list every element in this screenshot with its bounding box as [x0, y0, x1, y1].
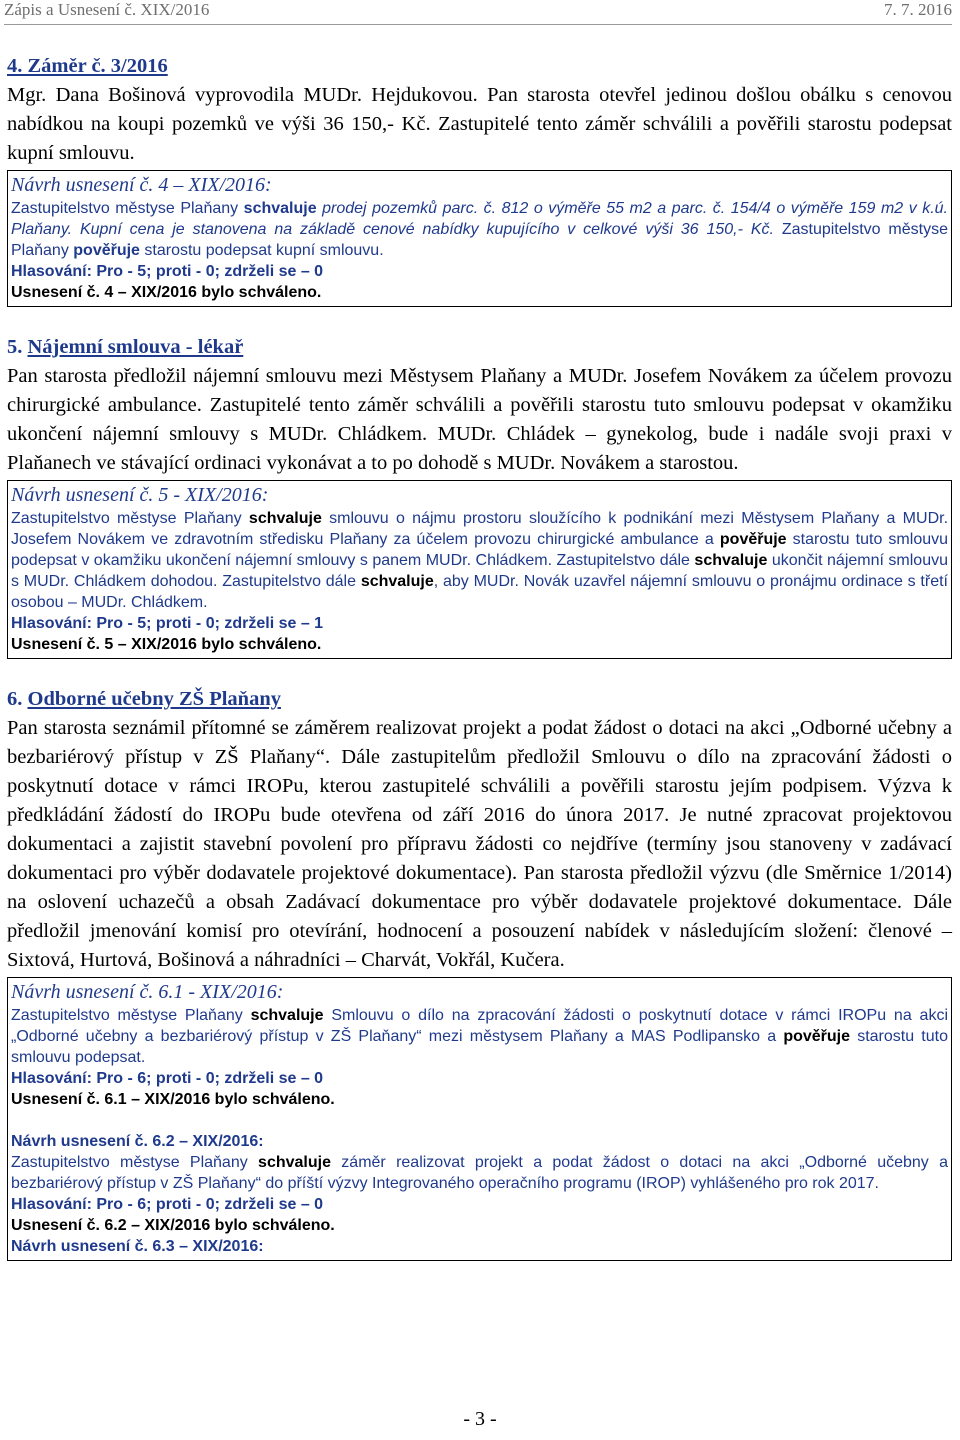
section-5-number: 5. [7, 336, 28, 358]
resolution-4-t1: Zastupitelstvo městyse Plaňany [11, 200, 244, 217]
resolution-6-1-b1d: pověřuje [783, 1028, 850, 1045]
resolution-5-a1b: schvaluje [248, 510, 322, 527]
section-6 [7, 685, 952, 1261]
resolution-5-title: Návrh usnesení č. 5 - XIX/2016: [11, 484, 269, 506]
resolution-4-vote: Hlasování: Pro - 5; proti - 0; zdrželi se – 0 [11, 263, 324, 280]
resolution-6-2-vote: Hlasování: Pro - 6; proti - 0; zdrželi se – 0 [11, 1196, 324, 1213]
section-5-title: Nájemní smlouva - lékař [27, 336, 244, 358]
resolution-6-2-c1b: schvaluje [258, 1154, 331, 1171]
resolution-4-t1c: prodej pozemků parc. č. 812 o výměře 55 m2 a parc. č. 154/4 o výměře 159 m2 v k.ú. Plaňany. [11, 200, 949, 238]
resolution-5-a1h: schvaluje [360, 573, 434, 590]
resolution-4-t1b: schvaluje [243, 200, 317, 217]
resolution-6-1-result: Usnesení č. 6.1 – XIX/2016 bylo schváleno. [11, 1091, 335, 1108]
document-body [7, 52, 952, 1261]
header-divider [4, 24, 952, 25]
resolution-4-t2: Kupní cena je stanovena na základě cenové nabídky kupujícího v celkové výši 36 150,- Kč. [72, 221, 774, 238]
resolution-5-a1f: schvaluje [694, 552, 768, 569]
section-4 [7, 52, 952, 307]
resolution-4-t3: Zastupitelstvo městyse Plaňany [11, 221, 948, 259]
resolution-5-a1c: smlouvu o nájmu prostoru sloužícího k podnikání mezi Městysem Plaňany a MUDr. Josefem Novákem ve zdravotním středisku Plaňany za účelem provozu chirurgické ambulance a [11, 510, 949, 548]
resolution-4-t3b: pověřuje [73, 242, 140, 259]
resolution-4-result: Usnesení č. 4 – XIX/2016 bylo schváleno. [11, 284, 322, 301]
resolution-6-1-text [11, 1005, 948, 1068]
page-number: - 3 - [463, 1408, 497, 1430]
resolution-6-1-title: Návrh usnesení č. 6.1 - XIX/2016: [11, 981, 284, 1003]
section-4-title: 4. Záměr č. 3/2016 [7, 55, 168, 77]
resolution-5-vote: Hlasování: Pro - 5; proti - 0; zdrželi se – 1 [11, 615, 324, 632]
section-5 [7, 333, 952, 659]
resolution-6-1-b1e: starostu tuto smlouvu podepsat. [11, 1028, 948, 1066]
resolution-6-2-c1: Zastupitelstvo městyse Plaňany [11, 1154, 259, 1171]
section-6-title: Odborné učebny ZŠ Plaňany [27, 688, 281, 710]
section-4-paragraph: Mgr. Dana Bošinová vyprovodila MUDr. Hejdukovou. Pan starosta otevřel jedinou došlou obálku s cenovou nabídkou na koupi pozemků ve výši 36 150,- Kč. Zastupitelé tento záměr schválili a pověřili starostu podepsat kupní smlouvu. [7, 84, 952, 164]
section-6-heading [7, 685, 952, 714]
resolution-5-a1g: ukončit nájemní smlouvu s MUDr. Chládkem dohodou. Zastupitelstvo dále [11, 552, 949, 590]
section-6-paragraph: Pan starosta seznámil přítomné se záměrem realizovat projekt a podat žádost o dotaci na akci „Odborné učebny a bezbariérový přístup v ZŠ Plaňany“. Dále zastupitelům předložil Smlouvu o dílo na zpracování žádosti o poskytnutí dotace v rámci IROPu, kterou zastupitelé schválili a pověřili starostu jejím podpisem. Výzva k předkládání žádostí do IROPu bude otevřena od září 2016 do února 2017. Je nutné zpracovat projektovou dokumentaci a zajistit stavební povolení pro přípravu žádosti co nejdříve (termíny jsou stanoveny v zadávací dokumentaci pro výběr dodavatele projektové dokumentace). Pan starosta předložil výzvu (dle Směrnice 1/2014) na oslovení uchazečů a obsah Zadávací dokumentace pro výběr dodavatele projektové dokumentace. Dále předložil jmenování komisí pro otevírání, hodnocení a posouzení nabídek v následujícím složení: členové – Sixtová, Hurtová, Bošinová a náhradníci – Charvát, Vokřál, Kučera. [7, 717, 952, 971]
resolution-6-3-title: Návrh usnesení č. 6.3 – XIX/2016: [11, 1238, 264, 1255]
resolution-6-2-result: Usnesení č. 6.2 – XIX/2016 bylo schváleno. [11, 1217, 335, 1234]
resolution-6-1-b1: Zastupitelstvo městyse Plaňany [11, 1007, 251, 1024]
resolution-box-5 [7, 480, 952, 659]
section-5-heading [7, 333, 952, 362]
resolution-5-a1: Zastupitelstvo městyse Plaňany [11, 510, 249, 527]
header-date: 7. 7. 2016 [884, 0, 952, 19]
resolution-5-a1d: pověřuje [719, 531, 787, 548]
resolution-4-title: Návrh usnesení č. 4 – XIX/2016: [11, 174, 272, 196]
resolution-box-6-1 [7, 977, 952, 1261]
section-6-number: 6. [7, 688, 28, 710]
resolution-6-1-vote: Hlasování: Pro - 6; proti - 0; zdrželi se – 0 [11, 1070, 324, 1087]
resolution-4-t3c: starostu podepsat kupní smlouvu. [139, 242, 384, 259]
section-5-paragraph: Pan starosta předložil nájemní smlouvu mezi Městysem Plaňany a MUDr. Josefem Novákem za účelem provozu chirurgické ambulance. Zastupitelé tento záměr schválili a pověřili starostu tuto smlouvu podepsat v okamžiku ukončení nájemní smlouvy s MUDr. Chládkem. MUDr. Chládek – gynekolog, bude i nadále svoji praxi v Plaňanech ve stávající ordinaci vykonávat a to po dohodě s MUDr. Novákem a starostou. [7, 365, 952, 474]
resolution-5-result: Usnesení č. 5 – XIX/2016 bylo schváleno. [11, 636, 322, 653]
resolution-5-text [11, 508, 948, 613]
resolution-5-a1i: , aby MUDr. Novák uzavřel nájemní smlouvu o pronájmu ordinace s třetí osobou – MUDr. Chládkem. [11, 573, 948, 611]
header-title: Zápis a Usnesení č. XIX/2016 [4, 0, 210, 19]
resolution-4-text [11, 198, 948, 261]
page-header [4, 0, 952, 22]
resolution-6-1-b1c: Smlouvu o dílo na zpracování žádosti o poskytnutí dotace v rámci IROPu na akci „Odborné učebny a bezbariérový přístup v ZŠ Plaňany“ mezi městysem Plaňany a MAS Podlipansko a [11, 1007, 948, 1045]
resolution-box-4 [7, 170, 952, 307]
resolution-6-2-text [11, 1152, 948, 1194]
resolution-6-1-b1b: schvaluje [250, 1007, 324, 1024]
resolution-6-2-title: Návrh usnesení č. 6.2 – XIX/2016: [11, 1133, 264, 1150]
resolution-5-a1e: starostu tuto smlouvu podepsat v okamžiku ukončení nájemní smlouvy s panem MUDr. Chládkem. Zastupitelstvo dále [11, 531, 949, 569]
resolution-6-2-c1c: záměr realizovat projekt a podat žádost o dotaci na akci „Odborné učebny a bezbariérový přístup v ZŠ Plaňany“ do příští výzvy Integrovaného operačního programu (IROP) vyhlášeného pro rok 2017. [11, 1154, 949, 1192]
